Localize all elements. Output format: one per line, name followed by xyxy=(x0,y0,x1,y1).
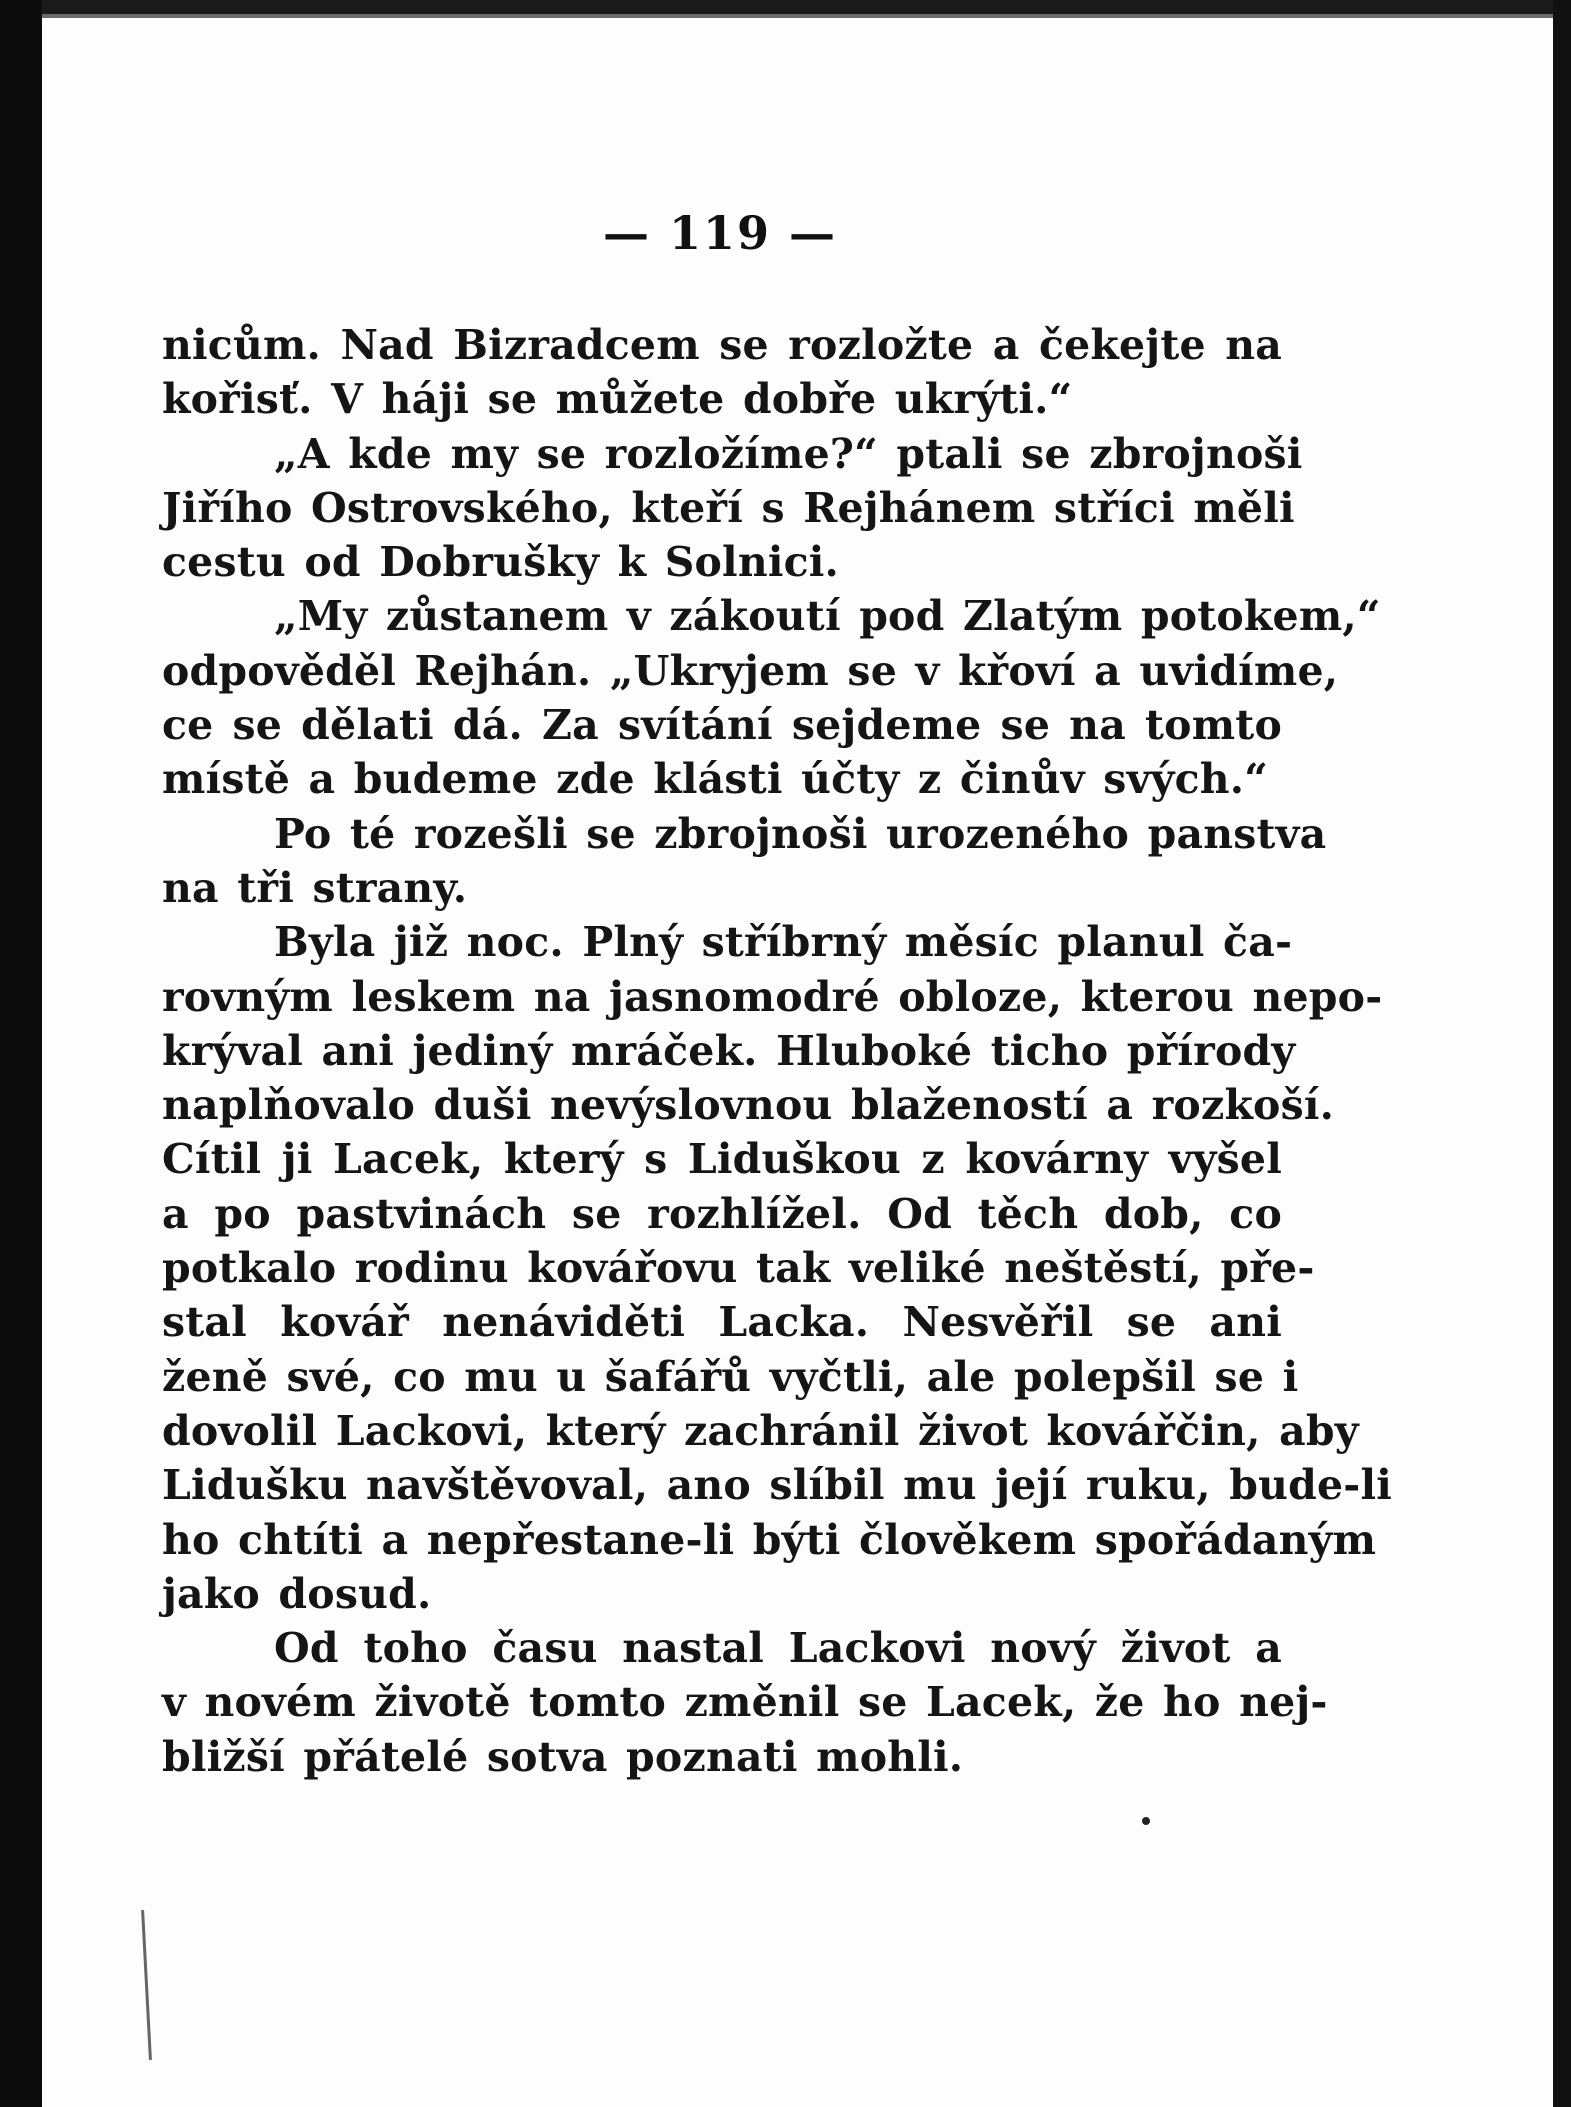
ink-speck xyxy=(1142,1817,1150,1825)
scan-border-left xyxy=(0,0,42,2107)
text-line: odpověděl Rejhán. „Ukryjem se v křoví a uvidíme, xyxy=(162,646,1339,695)
text-line: a po pastvinách se rozhlížel. Od těch dob, co xyxy=(162,1189,1282,1238)
text-line: nicům. Nad Bizradcem se rozložte a čekejte na xyxy=(162,321,1282,369)
text-line: místě a budeme zde klásti účty z činův svých.“ xyxy=(162,755,1269,804)
text-line: Cítil ji Lacek, který s Liduškou z kovárny vyšel xyxy=(162,1135,1282,1184)
text-line: krýval ani jediný mráček. Hluboké ticho přírody xyxy=(162,1026,1296,1075)
text-line: ženě své, co mu u šafářů vyčtli, ale polepšil se i xyxy=(162,1352,1299,1401)
text-line: kořisť. V háji se můžete dobře ukrýti.“ xyxy=(162,375,1073,424)
text-line: cestu od Dobrušky k Solnici. xyxy=(162,538,840,587)
body-text xyxy=(162,318,1393,1784)
text-line: bližší přátelé sotva poznati mohli. xyxy=(162,1732,964,1781)
text-line: ho chtíti a nepřestane-li býti člověkem spořádaným xyxy=(162,1515,1377,1564)
text-line: „A kde my se rozložíme?“ ptali se zbrojnoši xyxy=(274,429,1303,478)
page-number: — 119 — xyxy=(602,206,838,260)
text-line: stal kovář nenáviděti Lacka. Nesvěřil se ani xyxy=(162,1298,1282,1347)
text-line: „My zůstanem v zákoutí pod Zlatým potokem,“ xyxy=(274,592,1381,641)
text-line: Jiřího Ostrovského, kteří s Rejhánem stříci měli xyxy=(162,483,1295,532)
scan-border-top xyxy=(0,0,1571,14)
text-line: ce se dělati dá. Za svítání sejdeme se na tomto xyxy=(162,701,1282,750)
scan-border-right xyxy=(1553,0,1571,2107)
scan-border-top-shadow xyxy=(42,14,1553,18)
text-line: rovným leskem na jasnomodré obloze, kterou nepo- xyxy=(162,972,1383,1021)
text-line: v novém životě tomto změnil se Lacek, že ho nej- xyxy=(162,1678,1328,1727)
margin-mark xyxy=(141,1910,152,2060)
text-line: potkalo rodinu kovářovu tak veliké neštěstí, pře- xyxy=(162,1244,1315,1293)
text-line: jako dosud. xyxy=(162,1569,432,1618)
text-line: na tři strany. xyxy=(162,863,468,912)
text-line: Od toho času nastal Lackovi nový život a xyxy=(274,1624,1282,1673)
text-line: Lidušku navštěvoval, ano slíbil mu její ruku, bude-li xyxy=(162,1461,1393,1510)
text-line: Byla již noc. Plný stříbrný měsíc planul ča- xyxy=(274,918,1293,967)
text-line: Po té rozešli se zbrojnoši urozeného panstva xyxy=(274,809,1327,858)
text-line: naplňovalo duši nevýslovnou blažeností a rozkoší. xyxy=(162,1081,1335,1130)
text-line: dovolil Lackovi, který zachránil život kovářčin, aby xyxy=(162,1406,1359,1455)
